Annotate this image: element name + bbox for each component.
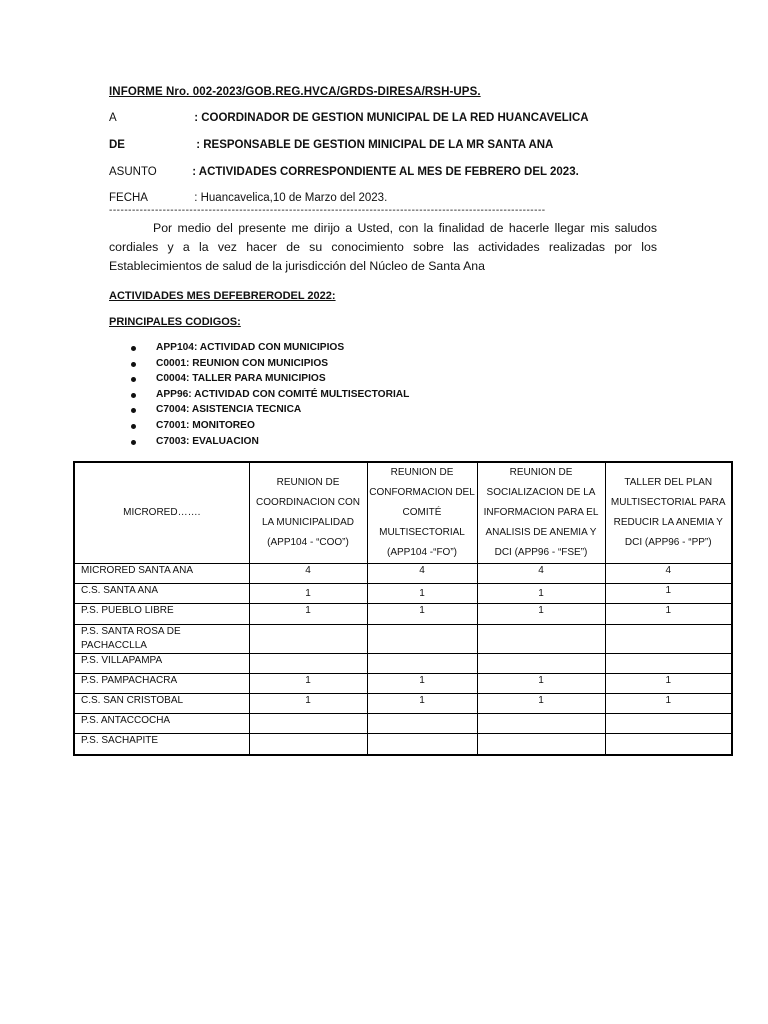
table-row <box>74 714 732 734</box>
cell-fse: 1 <box>477 693 605 713</box>
row-name: P.S. ANTACCOCHA <box>74 714 249 734</box>
table-header-row <box>74 462 732 564</box>
cell-pp: 1 <box>605 604 732 624</box>
from-row <box>109 139 553 151</box>
date-value: : Huancavelica,10 de Marzo del 2023. <box>194 192 388 204</box>
cell-coo: 1 <box>249 604 367 624</box>
activities-heading: ACTIVIDADES MES DEFEBRERODEL 2022: <box>109 290 336 302</box>
bullet-icon <box>131 393 136 398</box>
list-item: C7003: EVALUACION <box>128 434 409 450</box>
from-value: : RESPONSABLE DE GESTION MINICIPAL DE LA MR SANTA ANA <box>196 139 554 151</box>
subject-value: : ACTIVIDADES CORRESPONDIENTE AL MES DE FEBRERO DEL 2023. <box>192 166 579 178</box>
header-socialization-meeting: REUNION DE SOCIALIZACION DE LA INFORMACION PARA EL ANALISIS DE ANEMIA Y DCI (APP96 - “FSE”) <box>477 462 605 564</box>
to-value: : COORDINADOR DE GESTION MUNICIPAL DE LA RED HUANCAVELICA <box>194 112 589 124</box>
cell-coo: 4 <box>249 564 367 584</box>
list-item: C0001: REUNION CON MUNICIPIOS <box>128 356 409 372</box>
cell-pp <box>605 714 732 734</box>
cell-fse <box>477 714 605 734</box>
cell-fo: 4 <box>367 564 477 584</box>
row-name: P.S. PUEBLO LIBRE <box>74 604 249 624</box>
table-row <box>74 673 732 693</box>
cell-coo: 1 <box>249 584 367 604</box>
bullet-icon <box>131 362 136 367</box>
from-label: DE <box>109 139 125 151</box>
row-name: P.S. PAMPACHACRA <box>74 673 249 693</box>
cell-coo <box>249 714 367 734</box>
table-row <box>74 564 732 584</box>
table-row <box>74 624 732 653</box>
intro-text: Por medio del presente me dirijo a Usted, con la finalidad de hacerle llegar mis saludos cordiales y a la vez hacer de su conocimiento sobre las actividades realizadas por los Establecimientos de salud de la jurisdicción del Núcleo de Santa Ana <box>109 221 657 273</box>
cell-fse <box>477 624 605 653</box>
list-item: C7001: MONITOREO <box>128 418 409 434</box>
header-coordination-meeting: REUNION DE COORDINACION CON LA MUNICIPALIDAD (APP104 - “COO”) <box>249 462 367 564</box>
bullet-icon <box>131 377 136 382</box>
subject-label: ASUNTO <box>109 166 157 178</box>
row-name: C.S. SANTA ANA <box>74 584 249 604</box>
cell-pp: 1 <box>605 693 732 713</box>
cell-fo: 1 <box>367 673 477 693</box>
list-item: C0004: TALLER PARA MUNICIPIOS <box>128 371 409 387</box>
list-item: APP104: ACTIVIDAD CON MUNICIPIOS <box>128 340 409 356</box>
table-row <box>74 604 732 624</box>
cell-fo <box>367 714 477 734</box>
bullet-icon <box>131 440 136 445</box>
date-label: FECHA <box>109 192 148 204</box>
cell-fse <box>477 653 605 673</box>
cell-coo <box>249 734 367 755</box>
bullet-icon <box>131 346 136 351</box>
codes-heading: PRINCIPALES CODIGOS: <box>109 316 241 328</box>
cell-fo: 1 <box>367 604 477 624</box>
separator-line: ------------------------------------------------------------------------------------------------------------------ <box>109 206 546 216</box>
row-name: P.S. SANTA ROSA DE PACHACCLLA <box>74 624 249 653</box>
table-row <box>74 734 732 755</box>
cell-coo: 1 <box>249 693 367 713</box>
cell-fse: 1 <box>477 673 605 693</box>
codes-list <box>128 340 409 449</box>
cell-fo <box>367 734 477 755</box>
list-item: C7004: ASISTENCIA TECNICA <box>128 402 409 418</box>
row-name: P.S. VILLAPAMPA <box>74 653 249 673</box>
to-label: A <box>109 112 117 124</box>
cell-pp: 4 <box>605 564 732 584</box>
cell-fo <box>367 624 477 653</box>
cell-fse <box>477 734 605 755</box>
to-row <box>109 112 589 124</box>
cell-coo: 1 <box>249 673 367 693</box>
cell-fo: 1 <box>367 693 477 713</box>
cell-pp <box>605 624 732 653</box>
bullet-icon <box>131 424 136 429</box>
cell-pp: 1 <box>605 673 732 693</box>
cell-coo <box>249 653 367 673</box>
header-plan-workshop: TALLER DEL PLAN MULTISECTORIAL PARA REDUCIR LA ANEMIA Y DCI (APP96 - “PP”) <box>605 462 732 564</box>
cell-coo <box>249 624 367 653</box>
header-microred: MICRORED……. <box>74 462 249 564</box>
cell-fse: 1 <box>477 604 605 624</box>
intro-paragraph <box>109 219 657 276</box>
date-row <box>109 192 387 204</box>
header-conformation-meeting: REUNION DE CONFORMACION DEL COMITÉ MULTISECTORIAL (APP104 -“FO”) <box>367 462 477 564</box>
table-row <box>74 584 732 604</box>
report-title: INFORME Nro. 002-2023/GOB.REG.HVCA/GRDS-DIRESA/RSH-UPS. <box>109 86 481 98</box>
cell-fse: 4 <box>477 564 605 584</box>
cell-pp <box>605 734 732 755</box>
activities-table <box>73 461 733 756</box>
row-name: P.S. SACHAPITE <box>74 734 249 755</box>
cell-pp <box>605 653 732 673</box>
cell-fo <box>367 653 477 673</box>
cell-fo: 1 <box>367 584 477 604</box>
subject-row <box>109 166 579 178</box>
table-row <box>74 693 732 713</box>
cell-fse: 1 <box>477 584 605 604</box>
table-row <box>74 653 732 673</box>
list-item: APP96: ACTIVIDAD CON COMITÉ MULTISECTORIAL <box>128 387 409 403</box>
row-name: C.S. SAN CRISTOBAL <box>74 693 249 713</box>
cell-pp: 1 <box>605 584 732 604</box>
row-name: MICRORED SANTA ANA <box>74 564 249 584</box>
bullet-icon <box>131 408 136 413</box>
